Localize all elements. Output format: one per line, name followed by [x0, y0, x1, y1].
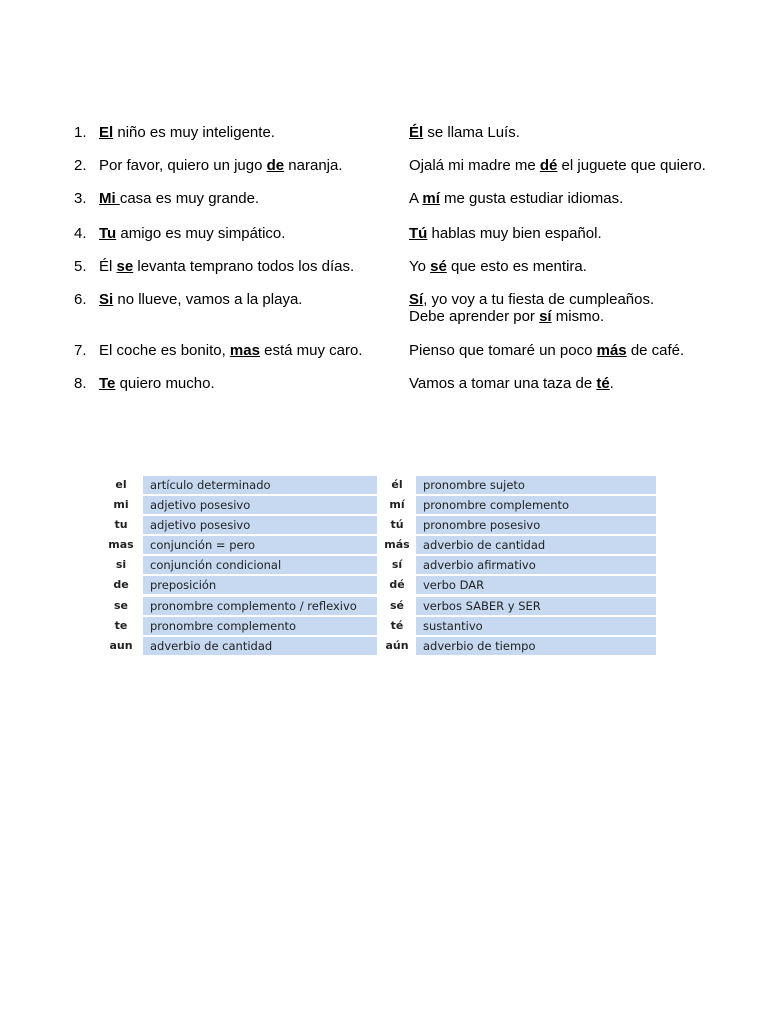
word-accented: tú: [390, 518, 404, 532]
word-accented: él: [391, 478, 403, 491]
keyword: más: [596, 342, 627, 359]
word-unaccented: de: [113, 578, 129, 592]
definition-unaccented: adjetivo posesivo: [143, 496, 377, 514]
keyword: se: [116, 258, 134, 275]
sentence-right: Él se llama Luís.: [409, 124, 520, 141]
item-number: 5.: [74, 258, 87, 275]
definition-accented: pronombre complemento: [416, 496, 656, 514]
definition-accented: pronombre sujeto: [416, 476, 656, 494]
definition-accented: adverbio afirmativo: [416, 556, 656, 574]
definition-unaccented: conjunción condicional: [143, 556, 377, 574]
sentence-left: Tu amigo es muy simpático.: [99, 225, 286, 242]
definition-accented: verbos SABER y SER: [416, 597, 656, 615]
word-accented: más: [384, 538, 410, 552]
sentence-left: Por favor, quiero un jugo de naranja.: [99, 157, 343, 174]
word-accented: aún: [385, 638, 409, 652]
word-accented: té: [390, 618, 404, 632]
keyword: Sí: [409, 291, 424, 308]
sentence-left: Te quiero mucho.: [99, 375, 215, 392]
definition-unaccented: pronombre complemento: [143, 617, 377, 635]
item-number: 4.: [74, 225, 87, 242]
item-number: 3.: [74, 190, 87, 207]
keyword: sí: [539, 308, 552, 325]
word-unaccented: se: [113, 598, 128, 612]
sentence-left: Mi casa es muy grande.: [99, 190, 260, 207]
keyword: Mi: [99, 190, 120, 207]
definition-unaccented: adjetivo posesivo: [143, 516, 377, 534]
definition-accented: adverbio de tiempo: [416, 637, 656, 655]
definition-unaccented: artículo determinado: [143, 476, 377, 494]
definition-accented: pronombre posesivo: [416, 516, 656, 534]
word-unaccented: te: [114, 618, 128, 632]
keyword: té: [596, 375, 610, 392]
sentence-left: Si no llueve, vamos a la playa.: [99, 291, 303, 308]
word-unaccented: el: [115, 478, 127, 491]
definition-accented: sustantivo: [416, 617, 656, 635]
sentence-left: El niño es muy inteligente.: [99, 124, 275, 141]
sentence-right: Vamos a tomar una taza de té.: [409, 375, 614, 392]
keyword: de: [266, 157, 285, 174]
word-unaccented: mas: [108, 538, 134, 552]
definition-unaccented: preposición: [143, 576, 377, 594]
keyword: Él: [409, 124, 424, 141]
keyword: El: [99, 124, 114, 141]
sentence-left: El coche es bonito, mas está muy caro.: [99, 342, 363, 359]
sentence-right: Ojalá mi madre me dé el juguete que quiero.: [409, 157, 706, 174]
keyword: Tú: [409, 225, 428, 242]
definition-accented: adverbio de cantidad: [416, 536, 656, 554]
word-accented: mí: [389, 498, 405, 512]
word-unaccented: tu: [114, 518, 128, 532]
keyword: sé: [430, 258, 447, 275]
word-accented: dé: [389, 578, 405, 592]
word-accented: sí: [391, 558, 403, 572]
sentence-right: Sí, yo voy a tu fiesta de cumpleaños.: [409, 291, 655, 308]
item-number: 2.: [74, 157, 87, 174]
definition-unaccented: adverbio de cantidad: [143, 637, 377, 655]
definition-unaccented: conjunción = pero: [143, 536, 377, 554]
item-number: 8.: [74, 375, 87, 392]
definition-accented: verbo DAR: [416, 576, 656, 594]
keyword: Te: [99, 375, 116, 392]
keyword: Tu: [99, 225, 117, 242]
sentence-right: Debe aprender por sí mismo.: [409, 308, 605, 325]
item-number: 7.: [74, 342, 87, 359]
definition-unaccented: pronombre complemento / reflexivo: [143, 597, 377, 615]
sentence-left: Él se levanta temprano todos los días.: [99, 258, 355, 275]
keyword: dé: [539, 157, 558, 174]
sentence-right: Tú hablas muy bien español.: [409, 225, 602, 242]
word-unaccented: mi: [113, 498, 129, 512]
word-unaccented: si: [115, 558, 127, 572]
sentence-right: Pienso que tomaré un poco más de café.: [409, 342, 685, 359]
word-unaccented: aun: [109, 638, 133, 652]
keyword: Si: [99, 291, 114, 308]
sentence-right: Yo sé que esto es mentira.: [409, 258, 587, 275]
keyword: mí: [422, 190, 440, 207]
item-number: 6.: [74, 291, 87, 308]
item-number: 1.: [74, 124, 87, 141]
word-accented: sé: [389, 598, 404, 612]
keyword: mas: [229, 342, 260, 359]
sentence-right: A mí me gusta estudiar idiomas.: [409, 190, 624, 207]
